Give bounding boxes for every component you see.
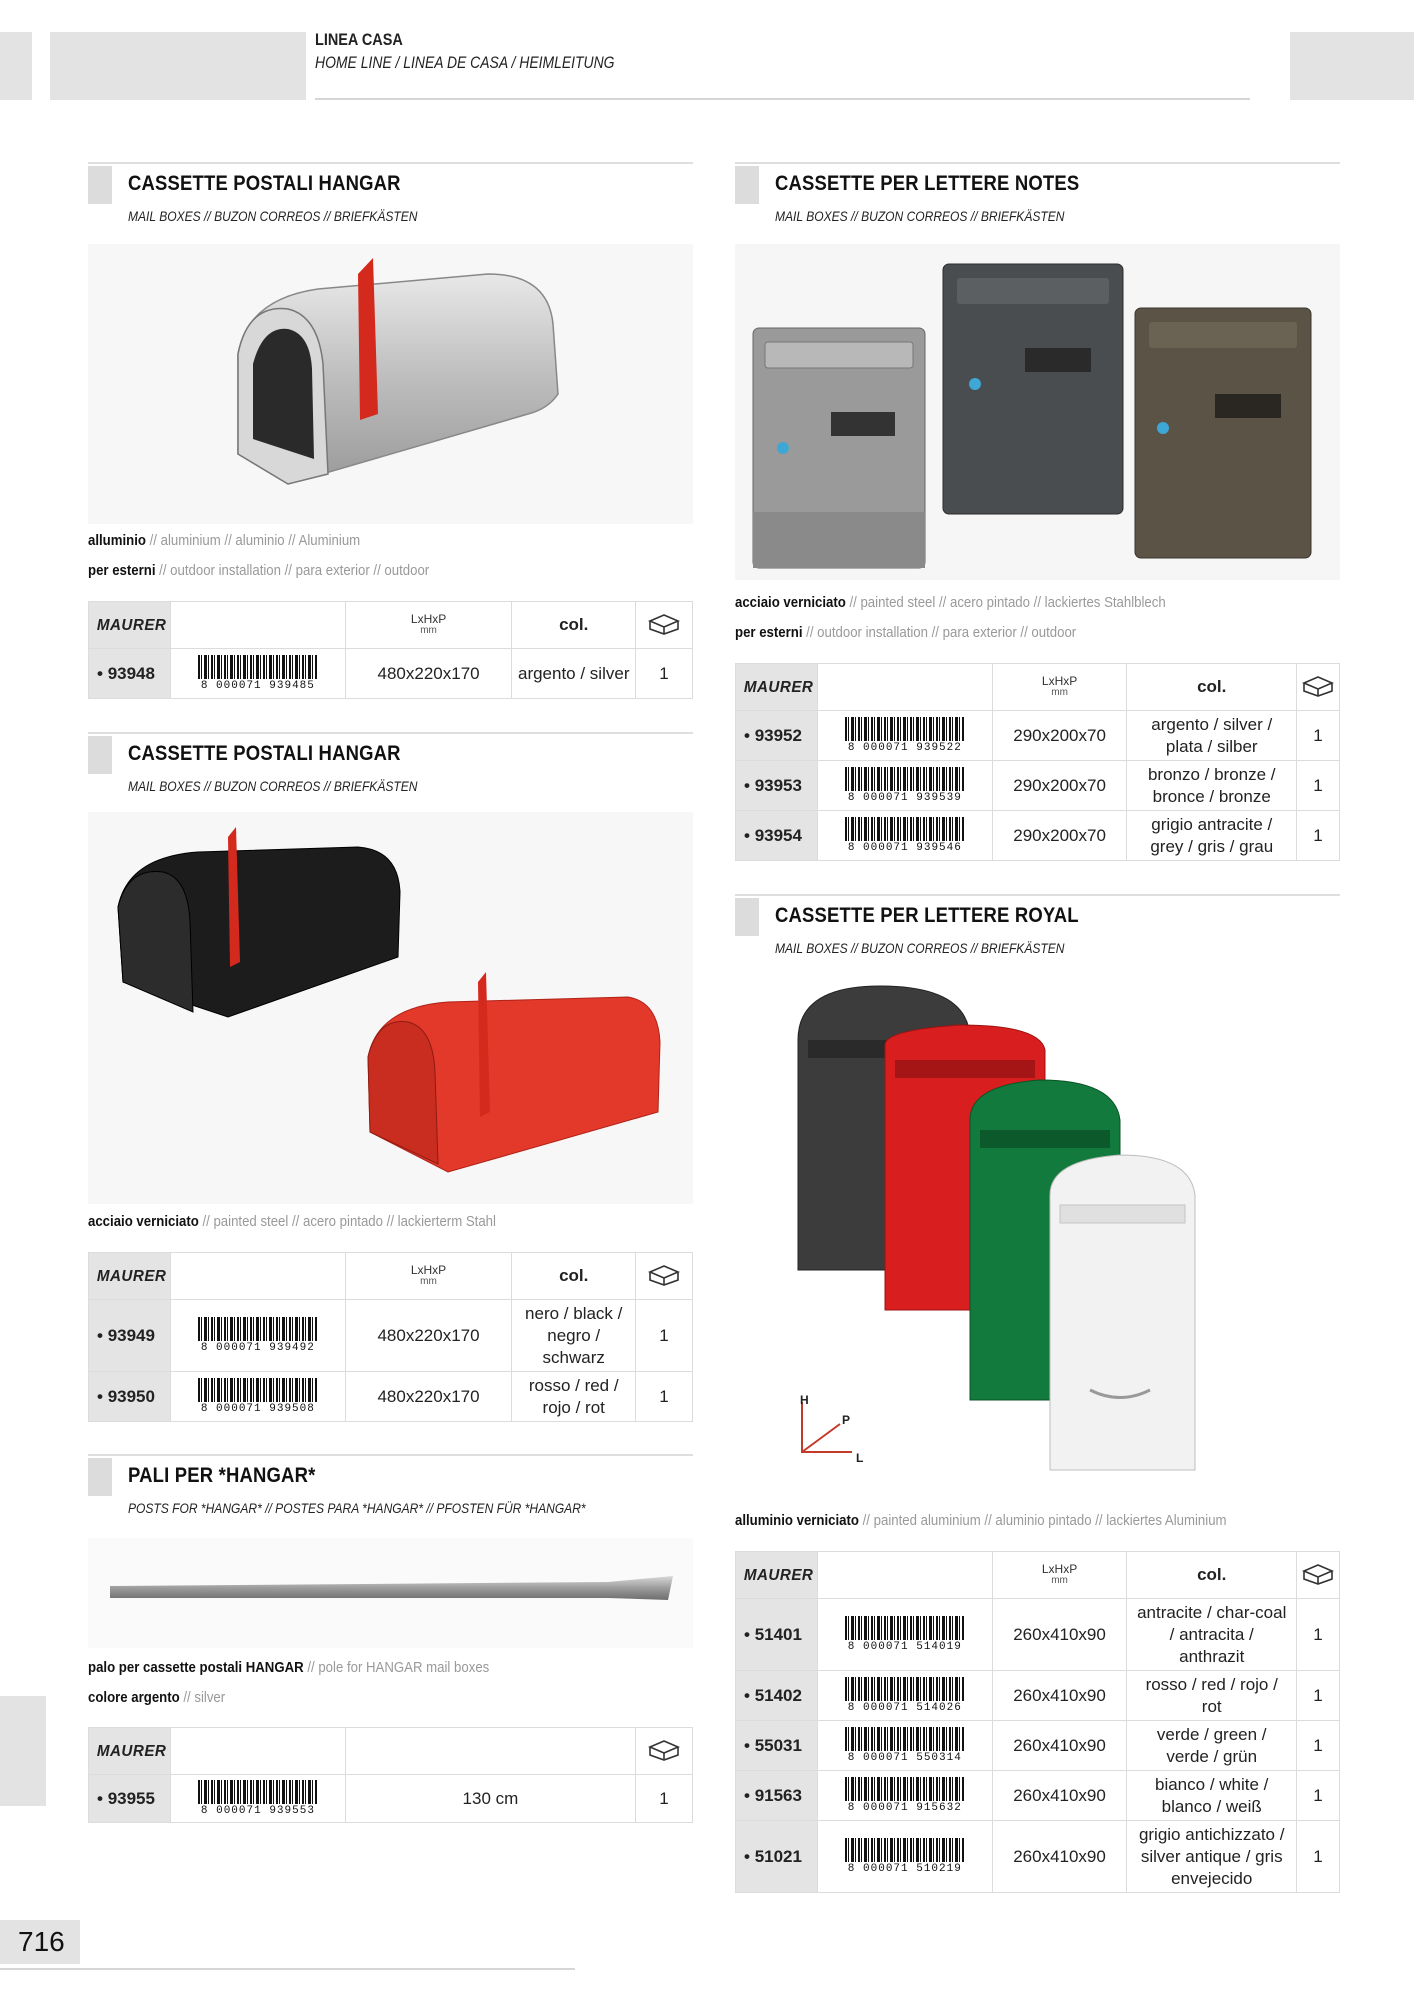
royal-table [735, 1551, 1340, 1893]
footer-rule [0, 1968, 575, 1970]
dims-cell: 260x410x90 [992, 1599, 1127, 1671]
color-header: col. [1127, 664, 1297, 711]
package-icon [647, 611, 681, 635]
notes-title: CASSETTE PER LETTERE NOTES [775, 172, 1080, 195]
dims-header: LxHxP mm [410, 612, 447, 636]
table-row: • 93949 8 000071 939492 480x220x170 nero / black / negro / schwarz 1 [89, 1300, 693, 1372]
header-title: LINEA CASA [315, 30, 403, 49]
color-cell: grigio antichizzato / silver antique / gris envejecido [1127, 1821, 1297, 1893]
product-code: 93955 [107, 1788, 155, 1808]
table-row: • 93953 8 000071 939539 290x200x70 bronzo / bronze / bronce / bronze 1 [736, 761, 1340, 811]
barcode: 8 000071 939546 [818, 817, 992, 854]
qty-cell: 1 [636, 1300, 693, 1372]
notes-desc-2: per esterni // outdoor installation // para exterior // outdoor [735, 624, 1077, 641]
table-row: • 93954 8 000071 939546 290x200x70 grigio antracite / grey / gris / grau 1 [736, 811, 1340, 861]
hangar1-marker [88, 166, 112, 204]
barcode: 8 000071 510219 [818, 1838, 992, 1875]
color-cell: bianco / white / blanco / weiß [1127, 1771, 1297, 1821]
package-icon [1301, 673, 1335, 697]
table-row: • 93948 8 000071 939485 480x220x170 argento / silver 1 [89, 649, 693, 699]
brand-cell [89, 1728, 171, 1775]
product-code: 93952 [754, 725, 802, 745]
qty-cell: 1 [636, 649, 693, 699]
barcode: 8 000071 939485 [171, 655, 345, 692]
dims-cell: 290x200x70 [992, 711, 1127, 761]
header-right-tab [1290, 32, 1414, 100]
package-icon [647, 1737, 681, 1761]
dims-cell: 130 cm [345, 1775, 635, 1823]
brand-cell [736, 1552, 818, 1599]
dims-header: LxHxP mm [410, 1263, 447, 1287]
maurer-logo: MAURER [743, 1567, 814, 1584]
royal-subtitle: MAIL BOXES // BUZON CORREOS // BRIEFKÄSTEN [775, 940, 1065, 956]
hangar1-rule [88, 162, 693, 164]
qty-cell: 1 [1297, 1771, 1340, 1821]
barcode: 8 000071 550314 [818, 1727, 992, 1764]
pali-subtitle: POSTS FOR *HANGAR* // POSTES PARA *HANGAR* // PFOSTEN FÜR *HANGAR* [128, 1500, 586, 1516]
hangar1-desc-1: alluminio // aluminium // aluminio // Aluminium [88, 532, 361, 549]
color-header: col. [512, 602, 636, 649]
dims-cell: 480x220x170 [345, 649, 512, 699]
product-code: 93950 [107, 1386, 155, 1406]
hangar1-table [88, 601, 693, 699]
barcode: 8 000071 939492 [171, 1317, 345, 1354]
notes-table [735, 663, 1340, 861]
maurer-logo: MAURER [96, 1268, 167, 1285]
barcode: 8 000071 939553 [171, 1780, 345, 1817]
table-row: • 93952 8 000071 939522 290x200x70 argento / silver / plata / silber 1 [736, 711, 1340, 761]
hangar2-desc-1: acciaio verniciato // painted steel // acero pintado // lackierterm Stahl [88, 1213, 496, 1230]
notes-marker [735, 166, 759, 204]
pali-marker [88, 1458, 112, 1496]
maurer-logo: MAURER [743, 679, 814, 696]
notes-product-image [735, 244, 1340, 580]
maurer-logo: MAURER [96, 617, 167, 634]
table-row: • 91563 8 000071 915632 260x410x90 bianco / white / blanco / weiß 1 [736, 1771, 1340, 1821]
qty-cell: 1 [636, 1372, 693, 1422]
dims-cell: 260x410x90 [992, 1771, 1127, 1821]
pali-desc-1: palo per cassette postali HANGAR // pole for HANGAR mail boxes [88, 1659, 490, 1676]
notes-rule [735, 162, 1340, 164]
notes-desc-1: acciaio verniciato // painted steel // acero pintado // lackiertes Stahlblech [735, 594, 1166, 611]
product-code: 51021 [754, 1846, 802, 1866]
hangar1-subtitle: MAIL BOXES // BUZON CORREOS // BRIEFKÄSTEN [128, 208, 418, 224]
barcode: 8 000071 939522 [818, 717, 992, 754]
product-code: 51402 [754, 1685, 802, 1705]
qty-cell: 1 [1297, 1821, 1340, 1893]
dims-header: LxHxP mm [1041, 674, 1078, 698]
notes-subtitle: MAIL BOXES // BUZON CORREOS // BRIEFKÄSTEN [775, 208, 1065, 224]
color-cell: argento / silver [512, 649, 636, 699]
product-code: 91563 [754, 1785, 802, 1805]
color-header: col. [512, 1253, 636, 1300]
pali-product-image [88, 1538, 693, 1648]
hangar2-rule [88, 732, 693, 734]
dims-cell: 480x220x170 [345, 1300, 512, 1372]
pali-rule [88, 1454, 693, 1456]
qty-cell: 1 [636, 1775, 693, 1823]
pali-desc-2: colore argento // silver [88, 1689, 226, 1706]
pali-title: PALI PER *HANGAR* [128, 1464, 316, 1487]
dims-cell: 260x410x90 [992, 1821, 1127, 1893]
hangar2-marker [88, 736, 112, 774]
qty-cell: 1 [1297, 711, 1340, 761]
dims-cell: 260x410x90 [992, 1671, 1127, 1721]
hangar2-subtitle: MAIL BOXES // BUZON CORREOS // BRIEFKÄSTEN [128, 778, 418, 794]
qty-cell: 1 [1297, 1721, 1340, 1771]
color-cell: verde / green / verde / grün [1127, 1721, 1297, 1771]
barcode: 8 000071 939539 [818, 767, 992, 804]
color-cell: grigio antracite / grey / gris / grau [1127, 811, 1297, 861]
table-row: • 93955 8 000071 939553 130 cm 1 [89, 1775, 693, 1823]
package-icon [1301, 1561, 1335, 1585]
color-cell: bronzo / bronze / bronce / bronze [1127, 761, 1297, 811]
product-code: 93954 [754, 825, 802, 845]
barcode: 8 000071 514026 [818, 1677, 992, 1714]
qty-cell: 1 [1297, 1671, 1340, 1721]
dims-cell: 260x410x90 [992, 1721, 1127, 1771]
qty-cell: 1 [1297, 1599, 1340, 1671]
hangar2-title: CASSETTE POSTALI HANGAR [128, 742, 401, 765]
royal-rule [735, 894, 1340, 896]
header-grey-block [50, 32, 306, 100]
axis-label-l: L [856, 1451, 864, 1465]
brand-cell [736, 664, 818, 711]
qty-cell: 1 [1297, 761, 1340, 811]
header-left-tab [0, 32, 32, 100]
product-code: 51401 [754, 1624, 802, 1644]
header-subtitle: HOME LINE / LINEA DE CASA / HEIMLEITUNG [315, 53, 615, 72]
color-cell: rosso / red / rojo / rot [512, 1372, 636, 1422]
table-row: • 93950 8 000071 939508 480x220x170 rosso / red / rojo / rot 1 [89, 1372, 693, 1422]
dims-cell: 290x200x70 [992, 761, 1127, 811]
hangar1-title: CASSETTE POSTALI HANGAR [128, 172, 401, 195]
royal-title: CASSETTE PER LETTERE ROYAL [775, 904, 1079, 927]
side-index-tab [0, 1696, 46, 1806]
brand-cell [89, 1253, 171, 1300]
qty-cell: 1 [1297, 811, 1340, 861]
barcode: 8 000071 915632 [818, 1777, 992, 1814]
product-code: 93953 [754, 775, 802, 795]
barcode: 8 000071 939508 [171, 1378, 345, 1415]
header-rule [315, 98, 1250, 100]
royal-marker [735, 898, 759, 936]
royal-desc-1: alluminio verniciato // painted aluminium // aluminio pintado // lackiertes Aluminium [735, 1512, 1227, 1529]
color-cell: nero / black / negro / schwarz [512, 1300, 636, 1372]
page-number: 716 [0, 1920, 80, 1964]
hangar1-product-image [88, 244, 693, 524]
maurer-logo: MAURER [96, 1743, 167, 1760]
axis-label-p: P [842, 1413, 851, 1427]
product-code: 55031 [754, 1735, 802, 1755]
dims-cell: 480x220x170 [345, 1372, 512, 1422]
product-code: 93949 [107, 1325, 155, 1345]
dims-cell: 290x200x70 [992, 811, 1127, 861]
table-row: • 51402 8 000071 514026 260x410x90 rosso / red / rojo / rot 1 [736, 1671, 1340, 1721]
dims-header: LxHxP mm [1041, 1562, 1078, 1586]
color-cell: antracite / char-coal / antracita / anthrazit [1127, 1599, 1297, 1671]
color-header: col. [1127, 1552, 1297, 1599]
hangar2-product-image [88, 812, 693, 1204]
color-cell: rosso / red / rojo / rot [1127, 1671, 1297, 1721]
table-row: • 51401 8 000071 514019 260x410x90 antracite / char-coal / antracita / anthrazit 1 [736, 1599, 1340, 1671]
barcode: 8 000071 514019 [818, 1616, 992, 1653]
hangar2-table [88, 1252, 693, 1422]
color-cell: argento / silver / plata / silber [1127, 711, 1297, 761]
product-code: 93948 [107, 663, 155, 683]
table-row: • 51021 8 000071 510219 260x410x90 grigio antichizzato / silver antique / gris envejecido 1 [736, 1821, 1340, 1893]
pali-table [88, 1727, 693, 1823]
package-icon [647, 1262, 681, 1286]
axis-label-h: H [800, 1393, 809, 1407]
brand-cell [89, 602, 171, 649]
table-row: • 55031 8 000071 550314 260x410x90 verde / green / verde / grün 1 [736, 1721, 1340, 1771]
hangar1-desc-2: per esterni // outdoor installation // para exterior // outdoor [88, 562, 430, 579]
